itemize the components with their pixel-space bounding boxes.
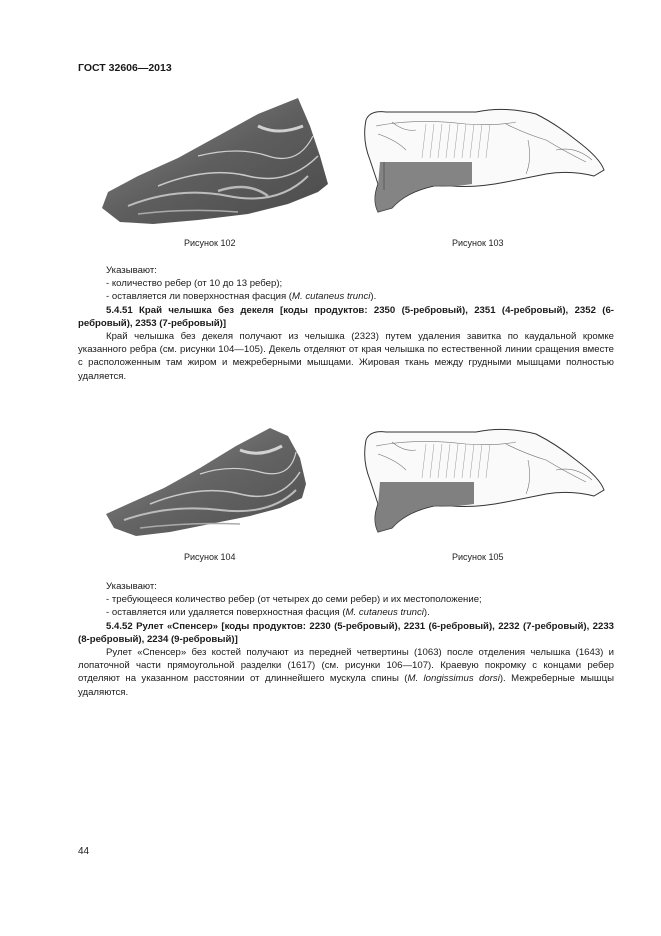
meat-cut-photo-104: [100, 424, 332, 538]
list-intro: Указывают:: [106, 265, 157, 276]
section-heading: 5.4.52 Рулет «Спенсер» [коды продуктов: 2230 (5-ребровый), 2231 (6-ребровый), 2232 (7-ребровый), 2233 (8-ребровый), 2234 (9-ребровый)]: [78, 620, 614, 645]
document-header: ГОСТ 32606—2013: [78, 62, 172, 74]
carcass-diagram-103: [356, 100, 608, 216]
figure-caption-103: Рисунок 103: [452, 238, 504, 248]
section-heading: 5.4.51 Край челышка без декеля [коды продуктов: 2350 (5-ребровый), 2351 (4-ребровый), 2352 (6-ребровый), 2353 (7-ребровый)]: [78, 304, 614, 329]
list-item: - требующееся количество ребер (от четырех до семи ребер) и их местоположение;: [106, 594, 482, 606]
section-body: Рулет «Спенсер» без костей получают из передней четвертины (1063) после отделения челышка (1643) и лопаточной части прямоугольной разделки (1617) (см. рисунки 106—107). Краевую покромку с концами ребер отделяют на указанном расстоянии от длиннейшего мускула спины (M. longissimus dorsi). Межреберные мышцы удаляются.: [78, 647, 614, 698]
figure-caption-102: Рисунок 102: [184, 238, 236, 248]
carcass-diagram-105: [356, 420, 608, 536]
list-intro: Указывают:: [106, 581, 157, 592]
section-5-4-51: [78, 264, 614, 383]
page-number: 44: [78, 846, 90, 857]
list-item: - оставляется ли поверхностная фасция (M. cutaneus trunci).: [106, 291, 377, 303]
section-5-4-52: [78, 580, 614, 699]
figure-caption-105: Рисунок 105: [452, 552, 504, 562]
meat-cut-photo-102: [98, 96, 330, 226]
figure-caption-104: Рисунок 104: [184, 552, 236, 562]
list-item: - количество ребер (от 10 до 13 ребер);: [106, 278, 283, 290]
section-body: Край челышка без декеля получают из челышка (2323) путем удаления завитка по каудальной кромке указанного ребра (см. рисунки 104—105). Декель отделяют от края челышка по естественной линии сращения вместе с расположенным там жиром и межреберными мышцами. Жировая ткань между грудными мышцами полностью удаляется.: [78, 331, 614, 382]
list-item: - оставляется или удаляется поверхностная фасция (M. cutaneus trunci).: [106, 607, 430, 619]
